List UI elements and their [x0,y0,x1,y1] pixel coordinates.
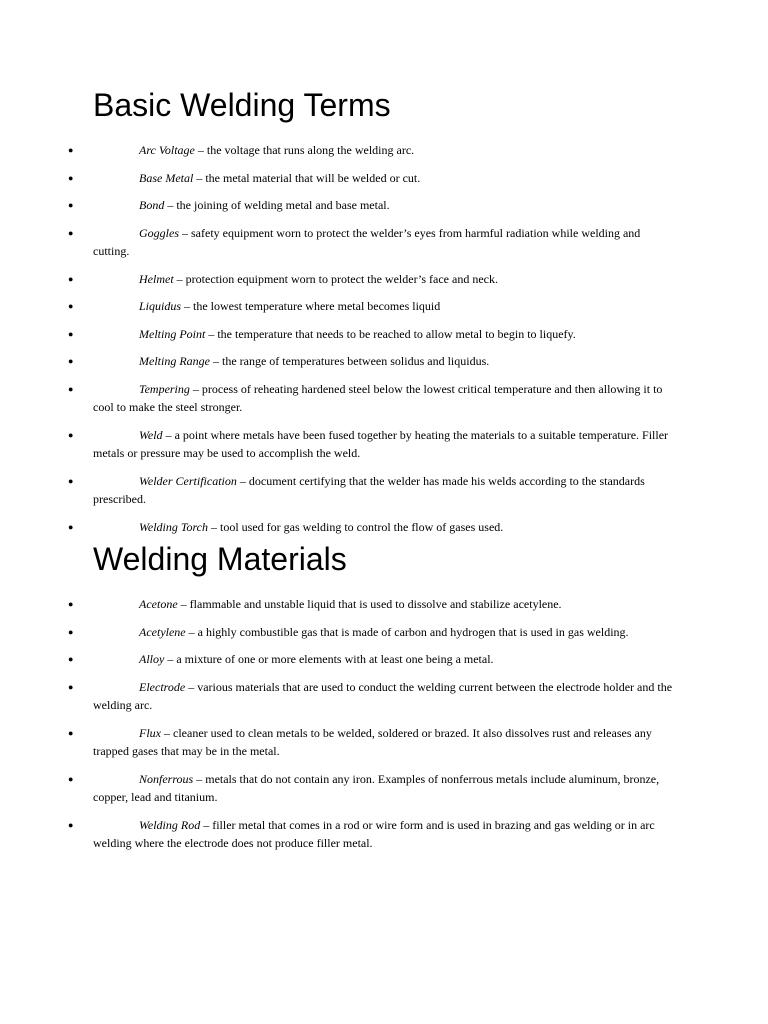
bullet-icon: ● [68,301,74,311]
bullet-icon: ● [68,599,74,609]
term-name: Welder Certification [139,473,237,488]
bullet-icon: ● [68,145,74,155]
bullet-icon: ● [68,654,74,664]
bullet-icon: ● [68,819,74,830]
list-item [0,623,768,642]
materials-list [0,595,768,862]
term-definition: – the voltage that runs along the welding arc. [194,143,415,157]
list-item [0,472,768,509]
term-name: Helmet [139,271,174,286]
bullet-icon: ● [68,172,74,183]
term-name: Flux [139,725,161,740]
term-name: Welding Torch [139,519,209,534]
bullet-icon: ● [68,475,74,486]
term-definition: – protection equipment worn to protect the welder’s face and neck. [173,271,498,286]
bullet-icon: ● [68,356,74,366]
bullet-icon: ● [68,681,74,692]
term-name: Welding Rod [139,817,201,832]
bullet-icon: ● [68,429,74,440]
term-name: Alloy [139,652,165,666]
section-heading-welding-materials: Welding Materials [93,541,347,577]
list-item [0,650,768,669]
bullet-icon: ● [68,328,74,339]
term-definition: – safety equipment worn to protect the welder’s eyes from harmful radiation while welding and cutting. [93,225,641,258]
section-heading-basic-welding-terms: Basic Welding Terms [93,87,391,123]
term-definition: – process of reheating hardened steel below the lowest critical temperature and then allowing it to cool to make the steel stronger. [93,381,663,414]
list-item [0,352,768,371]
term-name: Tempering [139,381,190,396]
list-item [0,270,768,289]
term-definition: – the range of temperatures between solidus and liquidus. [209,354,490,368]
term-definition: – the metal material that will be welded or cut. [193,170,421,185]
term-definition: – various materials that are used to conduct the welding current between the electrode holder and the welding arc. [93,679,673,712]
list-item [0,770,768,807]
term-name: Arc Voltage [139,143,195,157]
term-name: Nonferrous [139,771,194,786]
term-name: Acetylene [139,624,186,639]
term-definition: – metals that do not contain any iron. Examples of nonferrous metals include aluminum, bronze, copper, lead and titanium. [93,771,660,804]
term-definition: – cleaner used to clean metals to be welded, soldered or brazed. It also dissolves rust and releases any trapped gases that may be in the metal. [93,725,652,758]
bullet-icon: ● [68,521,74,532]
term-name: Liquidus [139,299,182,313]
list-item [0,518,768,537]
bullet-icon: ● [68,727,74,738]
term-name: Bond [139,198,165,212]
basic-terms-list [0,141,768,545]
list-item [0,816,768,853]
list-item [0,141,768,160]
term-name: Melting Range [139,354,210,368]
list-item [0,595,768,614]
list-item [0,169,768,188]
term-definition: – flammable and unstable liquid that is used to dissolve and stabilize acetylene. [177,597,562,611]
term-name: Acetone [139,597,178,611]
list-item [0,325,768,344]
term-name: Electrode [139,679,186,694]
bullet-icon: ● [68,227,74,238]
term-definition: – filler metal that comes in a rod or wire form and is used in brazing and gas welding or in arc welding where the electrode does not produce filler metal. [93,817,655,850]
list-item [0,426,768,463]
term-definition: – a mixture of one or more elements with at least one being a metal. [164,652,494,666]
bullet-icon: ● [68,773,74,784]
term-definition: – the temperature that needs to be reached to allow metal to begin to liquefy. [205,326,576,341]
term-definition: – a point where metals have been fused together by heating the materials to a suitable temperature. Filler metals or pressure may be used to accomplish the weld. [93,427,669,460]
bullet-icon: ● [68,383,74,394]
term-name: Melting Point [139,326,206,341]
list-item [0,224,768,261]
list-item [0,678,768,715]
term-name: Base Metal [139,170,194,185]
list-item [0,297,768,316]
term-definition: – the lowest temperature where metal becomes liquid [181,299,441,313]
term-definition: – a highly combustible gas that is made of carbon and hydrogen that is used in gas welding. [185,624,629,639]
term-definition: – the joining of welding metal and base metal. [164,198,390,212]
list-item [0,724,768,761]
term-definition: – document certifying that the welder has made his welds according to the standards prescribed. [93,473,645,506]
list-item [0,380,768,417]
list-item [0,196,768,215]
term-name: Goggles [139,225,179,240]
bullet-icon: ● [68,626,74,637]
term-definition: – tool used for gas welding to control the flow of gases used. [208,519,504,534]
term-name: Weld [139,427,163,442]
bullet-icon: ● [68,273,74,284]
bullet-icon: ● [68,200,74,210]
